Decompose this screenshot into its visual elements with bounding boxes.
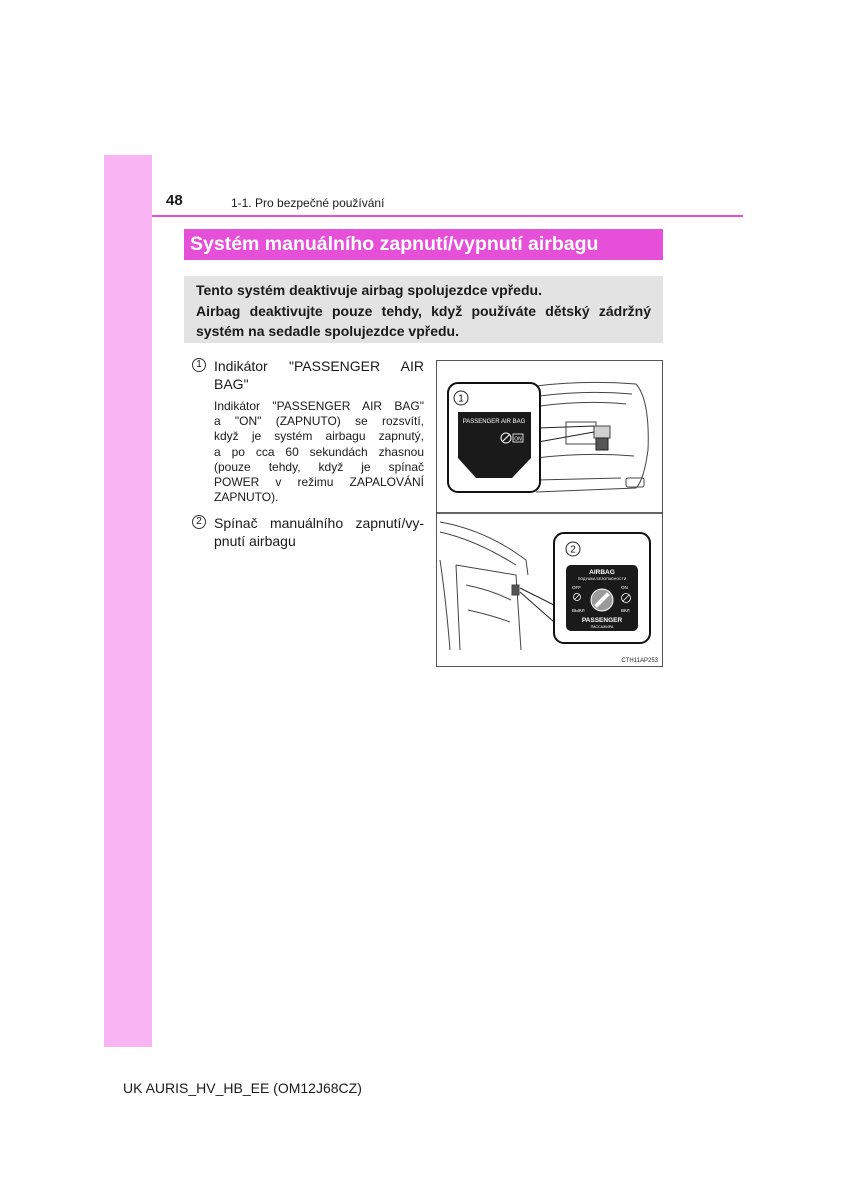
item-title-line: Indikátor "PASSENGER AIR [214,358,424,374]
desc-line: POWER v režimu ZAPALOVÁNÍ [214,475,424,490]
switch-on-ru-label: ВКЛ [621,608,630,613]
list-item [192,357,424,505]
footer-model-code: UK AURIS_HV_HB_EE (OM12J68CZ) [123,1080,362,1096]
desc-line: ZAPNUTO). [214,490,279,505]
list-item [192,514,424,550]
switch-on-label: ON [621,585,628,590]
item-title [214,357,424,393]
margin-color-bar [104,155,152,1047]
intro-line-2: Airbag deaktivujte pouze tehdy, když používáte dětský zádržný [196,302,651,319]
callout-2-number: 2 [570,544,576,556]
desc-line: Indikátor "PASSENGER AIR BAG" [214,399,424,413]
desc-line: když je systém airbagu zapnutý, [214,429,424,444]
item-title [214,514,424,550]
callout-1-number: 1 [458,393,464,405]
switch-passenger-label: PASSENGER [581,617,623,624]
item-title-line: Spínač manuálního zapnutí/vy- [214,515,424,531]
breadcrumb: 1-1. Pro bezpečné používání [231,196,385,210]
switch-off-ru-label: ВЫКЛ [572,608,585,613]
indicator-on-label: ON [514,436,522,443]
item-description [214,399,424,505]
intro-box [184,276,663,343]
switch-title: AIRBAG [589,569,615,576]
item-title-line: BAG" [214,376,249,392]
intro-line-3: systém na sedadle spolujezdce vpředu. [196,323,459,339]
illustration-code: CTH11AP253 [621,658,658,664]
desc-line: a po cca 60 sekundách zhasnou [214,444,424,459]
desc-line: a "ON" (ZAPNUTO) se rozsvítí, [214,414,424,429]
desc-line: (pouze tehdy, když je spínač [214,459,424,474]
switch-subtitle: ПОДУШКА БЕЗОПАСНОСТИ [577,577,627,581]
page-number: 48 [166,192,183,209]
indicator-label: PASSENGER AIR BAG [462,419,526,425]
switch-passenger-ru-label: ПАССАЖИРА [590,625,614,629]
item-title-line: pnutí airbagu [214,533,296,549]
switch-off-label: OFF [572,585,581,590]
item-number-badge: 1 [192,358,206,372]
header-divider [152,215,743,217]
item-number-badge: 2 [192,515,206,529]
section-title: Systém manuálního zapnutí/vypnutí airbagu [184,229,663,260]
intro-line-1: Tento systém deaktivuje airbag spolujezdce vpředu. [196,282,542,298]
airbag-illustration [436,360,663,667]
